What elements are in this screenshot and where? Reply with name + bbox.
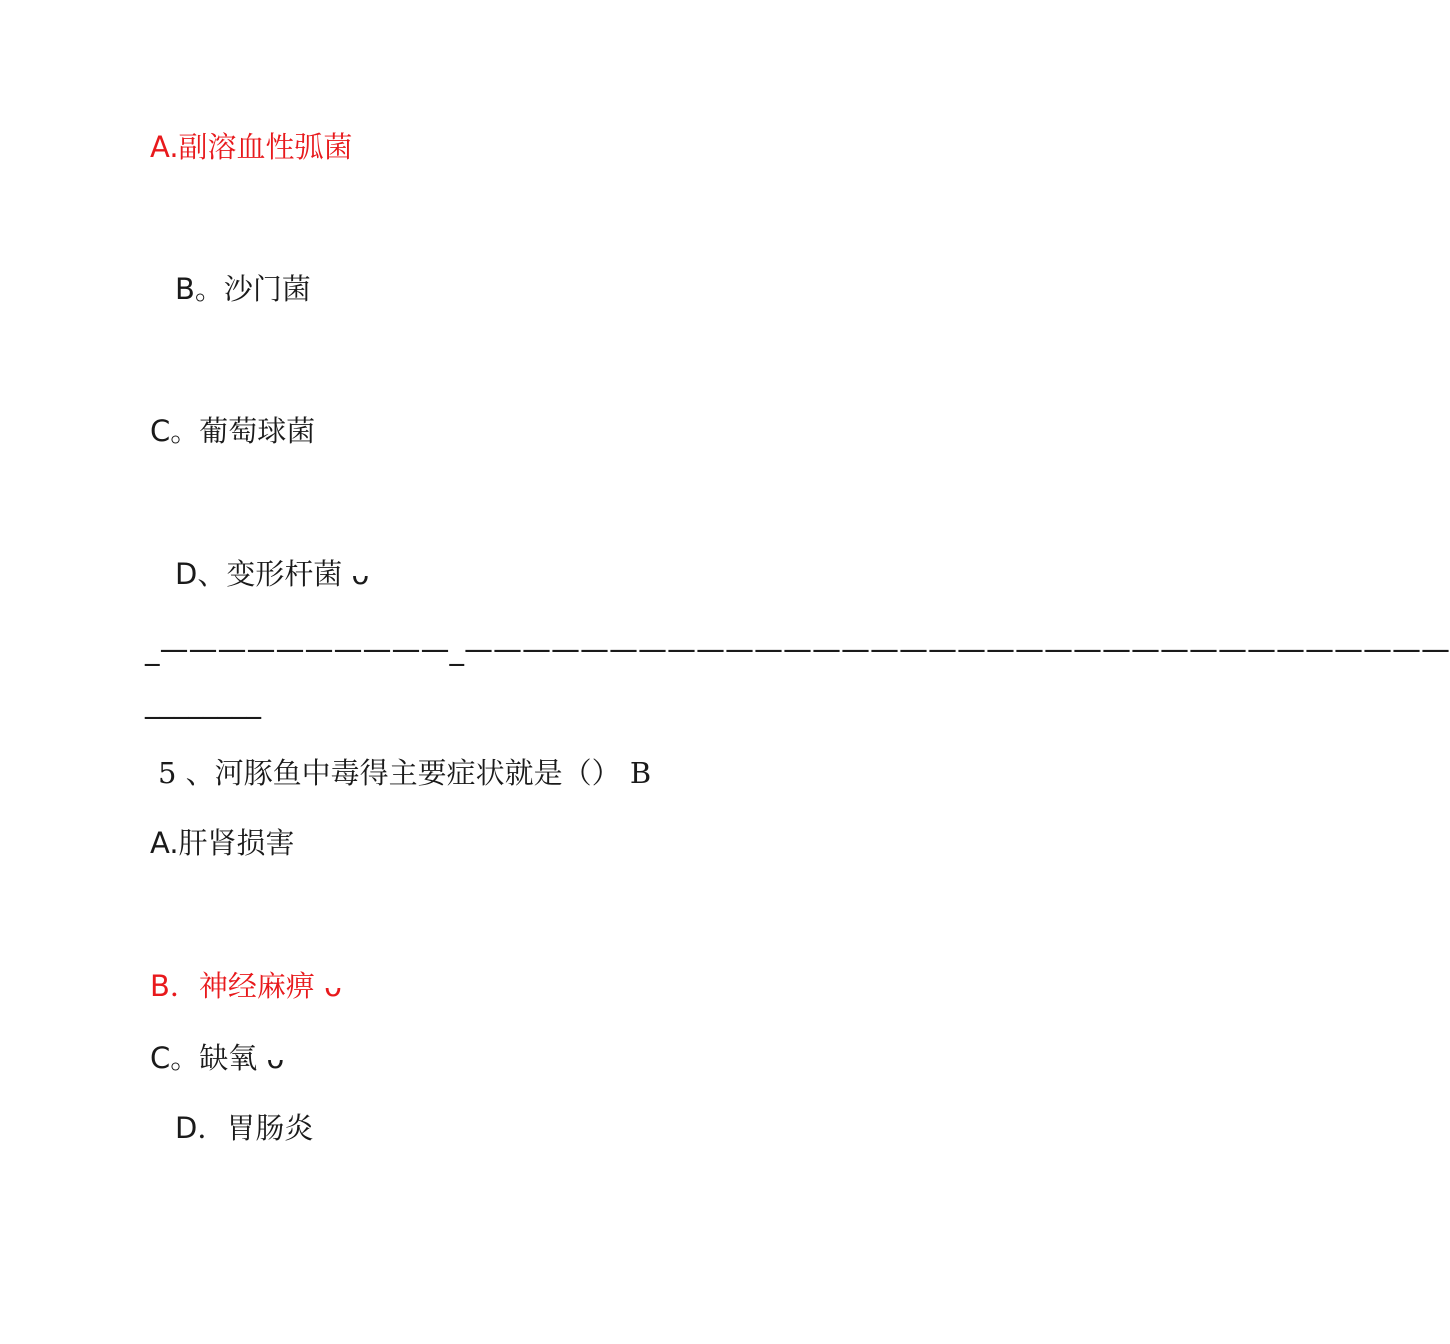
q5-question: 5 、河豚鱼中毒得主要症状就是（） B (158, 756, 652, 790)
separator-line-1: _——————————_—————————————————————————————————— (145, 632, 1450, 666)
q5-option-d: D．胃肠炎 (175, 1111, 314, 1145)
q4-option-a: A.副溶血性弧菌 (150, 130, 353, 164)
q4-option-b: B。沙门菌 (175, 272, 311, 306)
q5-option-a: A.肝肾损害 (150, 826, 295, 860)
separator-line-2: ________ (145, 685, 261, 719)
q4-option-d: D、变形杆菌 ᴗ (175, 557, 370, 591)
q5-option-b: B．神经麻痹 ᴗ (150, 969, 342, 1003)
q4-option-c: C。葡萄球菌 (150, 414, 316, 448)
q5-option-c: C。缺氧 ᴗ (150, 1041, 285, 1075)
